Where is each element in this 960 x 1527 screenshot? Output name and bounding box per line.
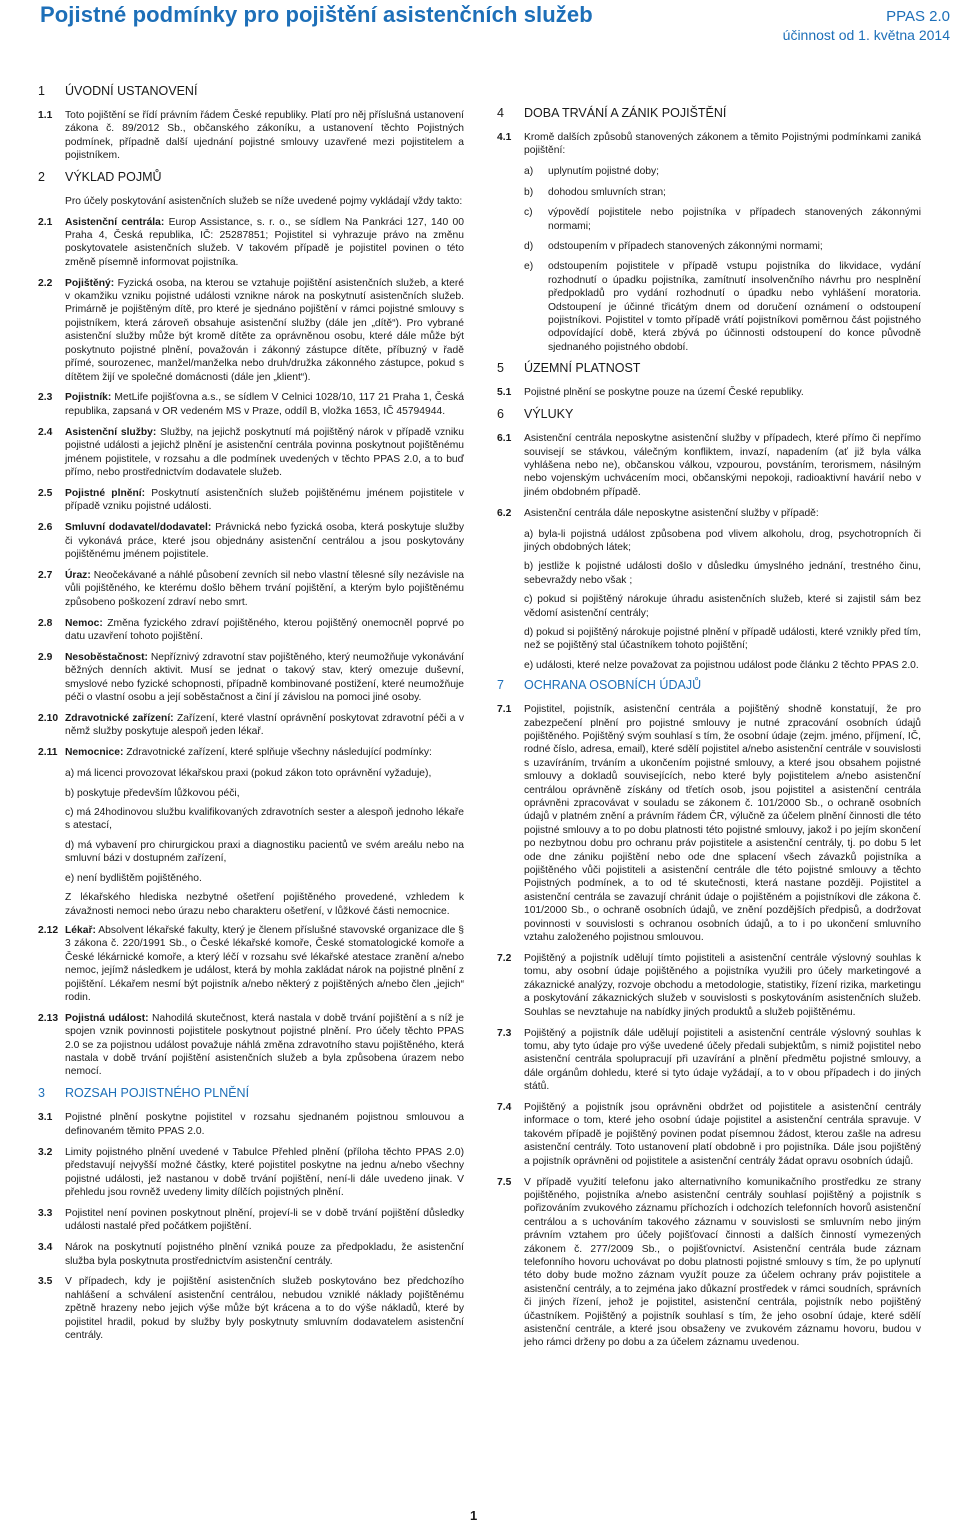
section-intro: Pro účely poskytování asistenčních služeb se níže uvedené pojmy vykládají vždy takto:: [65, 196, 463, 208]
clause: 2.6 Smluvní dodavatel/dodavatel: Právnická nebo fyzická osoba, která poskytuje služby či vykonává práce, které jsou objednány asistenční centrálou a jsou poskytovány pojištěnému jménem pojistitele.: [38, 522, 464, 560]
list-item: d) pokud si pojištěný nárokuje pojistné plnění v případě události, které vznikly před tím, než se pojištěný stal účastníkem tohoto pojištění;: [524, 626, 921, 652]
section-heading: 2 VÝKLAD POJMŮ: [38, 170, 162, 185]
clause: 2.13 Pojistná událost: Nahodilá skutečnost, která nastala v době trvání pojištění a s níž je spojen vznik povinnosti pojistitele poskytnout pojistné plnění. Pro účely těchto PPAS 2.0 se za pojistnou událost považuje náhlá změna zdravotního stavu pojištěného, která nastala v době trvání pojištění asistenčních služeb a byla způsobena úrazem nebo nemocí.: [38, 1012, 464, 1078]
section-heading: 4 DOBA TRVÁNÍ A ZÁNIK POJIŠTĚNÍ: [497, 106, 727, 120]
clause: 2.7 Úraz: Neočekávané a náhlé působení zevních sil nebo vlastní tělesné síly nezávisle na vůli pojištěného, ke kterému došlo během trvání pojištění, a kterým bylo pojištěnému způsobeno poškození zdraví nebo smrt.: [38, 569, 464, 608]
list-item: a) byla-li pojistná událost způsobena pod vlivem alkoholu, drog, psychotropních či jiných obdobných látek;: [524, 528, 921, 553]
clause: 3.1 Pojistné plnění poskytne pojistitel v rozsahu sjednaném pojistnou smlouvou a definovaném těmito PPAS 2.0.: [38, 1112, 464, 1137]
section-heading: 3 ROZSAH POJISTNÉHO PLNĚNÍ: [38, 1086, 250, 1101]
clause: 2.2 Pojištěný: Fyzická osoba, na kterou se vztahuje pojištění asistenčních služeb, a které v okamžiku vzniku pojistné události vznikne nárok na poskytnutí asistenčních služeb. Primárně je pojištěným dítě, pro které je sjednáno pojištění v rámci pojistné smlouvy s pojistníkem, která zároveň obsahuje asistenční služby (dále jen „dítě“). Pro vybrané asistenční služby může být kromě dítěte za oprávněnou osobu, které dále může být poskytnuto pojistné plnění, považován i zákonný zástupce dítěte, příbuzný v řadě přímé, sourozenec, manžel/manželka nebo druh/družka zákonného zástupce, pokud s dítětem žijí ve společné domácnosti (dále jen „klient“).: [38, 277, 464, 383]
page-number: 1: [470, 1508, 478, 1523]
list-item: d) odstoupením v případech stanovených zákonnými normami;: [524, 240, 823, 252]
clause: 7.2 Pojištěný a pojistník udělují tímto pojistiteli a asistenční centrále výslovný souhlas k tomu, aby osobní údaje pojištěného a pojistníka využili pro účely marketingové a zákaznické analýzy, rozvoje obchodu a metodologie, statistiky, řízení rizika, marketingu a poskytování zákaznických služeb v souvislosti s poskytováním asistenčních služeb. Souhlas se nevztahuje na nabídky jiných produktů a služeb pojištěnému.: [497, 953, 921, 1018]
section-heading: 7 OCHRANA OSOBNÍCH ÚDAJŮ: [497, 678, 702, 693]
list-item: a) uplynutím pojistné doby;: [524, 166, 660, 178]
list-item: d) má vybavení pro chirurgickou praxi a diagnostiku pacientů ve svém areálu nebo na smluvní bázi v dostupném zařízení,: [65, 839, 464, 865]
clause: 2.8 Nemoc: Změna fyzického zdraví pojištěného, kterou pojištěný onemocněl poprvé po datu uzavření tohoto pojištění.: [38, 617, 464, 642]
clause: 3.2 Limity pojistného plnění uvedené v Tabulce Přehled plnění (příloha těchto PPAS 2.0) představují nejvyšší možné částky, které pojistitel poskytne na jednu a/nebo všechny pojistné události, jež nastanou v době trvání pojištění, není-li dále uvedeno jinak. V přehledu jsou rovněž uvedeny limity dílčích pojistných plnění.: [38, 1146, 464, 1198]
clause: 7.5 V případě využití telefonu jako alternativního komunikačního prostředku ze strany pojištěného, pojistníka a/nebo asistenční centrály souhlasí pojištěný a pojistník s pořizováním zvukového záznamu příchozích i odchozích telefonních hovorů asistenční centrálou a s uchováním takového záznamu v souvislosti se smluvním nebo jiným právním vztahem pro účely pojišťovací činnosti a dalších činností vymezených zákonem č. 277/2009 Sb., o pojišťovnictví. Asistenční centrála bude záznam telefonního hovoru uchovávat po dobu platnosti pojistné smlouvy s tím, že po uplynutí této doby bude možno záznam využít pouze za účelem ochrany práv pojistitele a asistenční centrály, a to zejména jako důkazní prostředek v rámci soudních, správních či jiných řízení, jehož je pojistitel, asistenční centrála, pojistník nebo pojištěný účastníkem. Pojištěný a pojistník souhlasí s tím, že jeho osobní údaje, které sdělí asistenční centrále, a které jsou obsaženy ve zvukovém záznamu hovoru, budou v jeho rámci drženy po dobu a za účelem záznamu uvedenou.: [497, 1176, 921, 1349]
list-item: e) není bydlištěm pojištěného.: [65, 872, 202, 884]
clause-note: Z lékařského hlediska nezbytné ošetření pojištěného provedené, vzhledem k závažnosti nemoci nebo úrazu nebo charakteru ošetření, v lůžkové části nemocnice.: [65, 892, 464, 917]
clause: 7.3 Pojištěný a pojistník dále udělují pojistiteli a asistenční centrále výslovný souhlas k tomu, aby tyto údaje pro výše uvedené účely předali subjektům, s nimiž pojistitel nebo asistenční centrála spolupracují při uzavírání a plnění předmětu pojistné smlouvy, a dále orgánům dohledu, které si tyto údaje vyžádají, a to v obou případech i do jiných států.: [497, 1027, 921, 1093]
clause: 6.2 Asistenční centrála dále neposkytne asistenční služby v případě:: [497, 507, 819, 519]
clause: 5.1 Pojistné plnění se poskytne pouze na území České republiky.: [497, 387, 804, 399]
section-heading: 1 ÚVODNÍ USTANOVENÍ: [38, 84, 198, 98]
clause: 2.4 Asistenční služby: Služby, na jejichž poskytnutí má pojištěný nárok v případě vzniku pojistné události a jejichž plnění je asistenční centrála povinna poskytnout pojištěnému jménem pojistitele, v rozsahu a dle podmínek uvedených v těchto PPAS 2.0, a to buď přímo, nebo prostřednictvím dodavatele služeb.: [38, 426, 465, 478]
list-item: c) má 24hodinovou službu kvalifikovaných zdravotních sester a alespoň jednoho lékaře s atestací,: [65, 807, 464, 832]
effective-date: účinnost od 1. května 2014: [782, 27, 950, 43]
clause: 2.5 Pojistné plnění: Poskytnutí asistenčních služeb pojištěnému jménem pojistitele v případě vzniku pojistné události.: [38, 487, 464, 513]
clause: 2.10 Zdravotnické zařízení: Zařízení, které vlastní oprávnění poskytovat zdravotní péči a v němž služby poskytuje alespoň jeden lékař.: [38, 713, 464, 738]
list-item: c) výpovědí pojistitele nebo pojistníka v případech stanovených zákonnými normami;: [524, 207, 921, 232]
right-column: [497, 106, 921, 1357]
list-item: e) události, které nelze považovat za pojistnou událost pode článku 2 těchto PPAS 2.0.: [524, 659, 919, 671]
clause: 3.3 Pojistitel není povinen poskytnout plnění, projeví-li se v době trvání pojištění důsledky události nastalé před počátkem pojištění.: [38, 1207, 464, 1233]
document-code: PPAS 2.0: [886, 8, 950, 25]
section-heading: 5 ÚZEMNÍ PLATNOST: [497, 361, 641, 376]
list-item: b) jestliže k pojistné události došlo v důsledku úmyslného jednání, trestného činu, sebevraždy nebo však ;: [524, 561, 921, 586]
clause: 3.4 Nárok na poskytnutí pojistného plnění vzniká pouze za předpokladu, že asistenční služba byla poskytnuta prostřednictvím asistenční centrály.: [38, 1242, 464, 1267]
list-item: a) má licenci provozovat lékařskou praxi (pokud zákon toto oprávnění vyžaduje),: [65, 768, 432, 780]
list-item: e) odstoupením pojistitele v případě vstupu pojistníka do likvidace, vydání rozhodnutí o úpadku pojistníka, zamítnutí insolvenčního návrhu pro nesplnění předpokladů pro vydání rozhodnutí o úpadku nebo vyhlášení moratoria. Odstoupení je účinné třicátým dnem od doručení oznámení o odstoupení pojistníkovi. Pojistitel v tomto případě vrátí pojistníkovi poměrnou část pojistného odpovídající době, která zbývá po účinnosti odstoupení do konce původně sjednaného pojistného období.: [524, 261, 921, 353]
clause: 2.3 Pojistník: MetLife pojišťovna a.s., se sídlem V Celnici 1028/10, 117 21 Praha 1, Česká republika, zapsaná v OR vedeném MS v Praze, oddíl B, vložka 1653, IČ 45794944.: [38, 392, 464, 417]
clause: 6.1 Asistenční centrála neposkytne asistenční služby v případech, které přímo či nepřímo souvisejí se stávkou, válečným konfliktem, invazí, napadením (ať již byla válka vyhlášena nebo ne), občanskou válkou, vzpourou, povstáním, terorismem, násilným nebo vojenským uchvácením moci, občanskými nepokoji, radioaktivní havárií nebo v jiném obdobném případě.: [497, 433, 921, 498]
left-column: [38, 84, 464, 1350]
clause: 1.1 Toto pojištění se řídí právním řádem České republiky. Platí pro něj příslušná ustanovení zákona č. 89/2012 Sb., občanského zákoníku, a ustanovení těchto Pojistných podmínek, případně další ujednání pojistné smlouvy uzavřené mezi pojistitelem a pojistníkem.: [38, 110, 464, 162]
list-item: c) pokud si pojištěný nárokuje úhradu asistenčních služeb, které si zajistil sám bez vědomí asistenční centrály;: [524, 594, 921, 619]
document-title: Pojistné podmínky pro pojištění asistenčních služeb: [40, 2, 593, 27]
clause: 2.11 Nemocnice: Zdravotnické zařízení, které splňuje všechny následující podmínky:: [38, 747, 432, 759]
list-item: b) poskytuje především lůžkovou péči,: [65, 787, 240, 799]
clause: 7.1 Pojistitel, pojistník, asistenční centrála a pojištěný shodně konstatují, že pro zabezpečení plnění pro pojistné smlouvy je nutné zpracování osobních údajů pojištěného. Pojištěný svým souhlasí s tím, že osobní údaje (zejm. jméno, příjmení, IČ, rodné číslo, adresa, email), které sdělí pojistitel a/nebo asistenční centrále v souvislosti s uzavíráním, trváním a ukončením pojistné smlouvy, a které jsou obsahem pojistné smlouvy a dokladů souvisejících, nebo které byly pojistitelem a/nebo asistenční centrálou oprávněně získány od třetích osob, jsou pojistitel a asistenční centrála oprávněni zpracovávat v souladu se zákonem č. 101/2000 Sb., o ochraně osobních údajů v platném znění a právním řádem ČR, výlučně za účelem plnění činnosti dle této pojistné smlouvy a to po dobu platnosti této pojistné smlouvy, jakož i po jejím skončení po nezbytnou dobu pro ochranu práv pojistitele a asistenční centrály, tj. po dobu 5 let ode dne zániku pojištění nebo ode dne splacení všech závazků pojistníka a pojištěného vůči pojistiteli a asistenční centrále dle této pojistné smlouvy a těchto Pojistných podmínek, a to od té skutečnosti, která nastane později. Pojistitel a asistenční centrála se zavazují chránit údaje o pojištěném a pojistníkovi dle zákona č. 101/2000 Sb., o ochraně osobních údajů, ve znění pozdějších předpisů, a dodržovat povinnosti v souvislosti s ochranou osobních údajů, a to i po ukončení smluvního vztahu založeného pojistnou smlouvou.: [497, 704, 921, 944]
clause: 7.4 Pojištěný a pojistník jsou oprávněni obdržet od pojistitele a asistenční centrály informace o tom, které jeho osobní údaje pojistitel a asistenční centrála spravuje. V takovém případě je pojištěný povinen podat písemnou žádost, kterou zašle na adresu asistenční centrály. Toto ustanovení platí obdobně i pro pojistníka. Dále jsou pojištěný a pojistník oprávněni od pojistitele a asistenční centrály žádat opravu osobních údajů.: [497, 1102, 921, 1167]
section-heading: 6 VÝLUKY: [497, 407, 574, 422]
clause: 4.1 Kromě dalších způsobů stanovených zákonem a těmito Pojistnými podmínkami zaniká pojištění:: [497, 132, 921, 157]
clause: 2.12 Lékař: Absolvent lékařské fakulty, který je členem příslušné stavovské organizace dle § 3 zákona č. 220/1991 Sb., o České lékařské komoře, České stomatologické komoře a České lékárnické komoře, a který léčí v rozsahu své lékařské atestace zranění a/nebo nemoc, jejímž následkem je událost, která by mohla zakládat nárok na pojistné plnění z pojištění. Lékařem nesmí být pojistník a/nebo některý z pojištěných a/nebo člen „jejich“ rodin.: [38, 924, 464, 1003]
clause: 2.1 Asistenční centrála: Europ Assistance, s. r. o., se sídlem Na Pankráci 127, 140 00 Praha 4, Česká republika, IČ: 25287851; Pojistitel si vyhrazuje právo na změnu poskytovatele asistenčních služeb. V takovém případě je pojistitel povinen o této změně písemně informovat pojistníka.: [38, 216, 465, 268]
clause: 2.9 Nesoběstačnost: Nepříznivý zdravotní stav pojištěného, který neumožňuje vykonávání běžných denních aktivit. Musí se jednat o takový stav, který omezuje duševní, smyslové nebo fyzické schopnosti, případně kombinované postižení, které neumožňuje péči o vlastní osobu a její soběstačnost a činí jí závislou na pomoci jiné osoby.: [38, 651, 464, 704]
list-item: b) dohodou smluvních stran;: [524, 186, 666, 198]
clause: 3.5 V případech, kdy je pojištění asistenčních služeb poskytováno bez předchozího nahlášení a schválení asistenční centrálou, nebudou vzniklé náklady pojištěnému zpětně hrazeny nebo jejich výše může být krácena a to do výše nákladů, které by pojistitel hradil, pokud by služby byly poskytnuty smluvním dodavatelem asistenční centrály.: [38, 1276, 464, 1342]
